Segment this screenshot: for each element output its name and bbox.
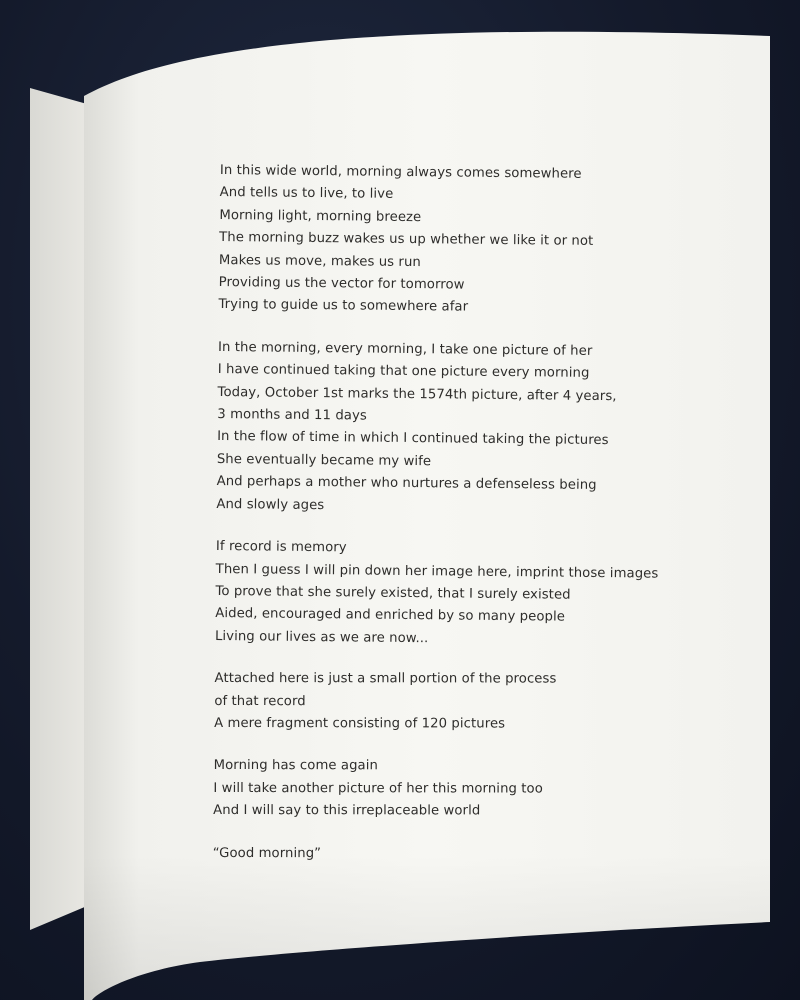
poem-line: Morning has come again (213, 758, 378, 774)
poem-text (212, 160, 660, 890)
poem-line: And slowly ages (216, 496, 325, 513)
poem-line: To prove that she surely existed, that I surely existed (215, 583, 571, 603)
poem-line: In the flow of time in which I continued taking the pictures (217, 429, 609, 449)
poem-line: A mere fragment consisting of 120 pictures (214, 715, 506, 732)
poem-line: I have continued taking that one picture every morning (217, 362, 590, 382)
stanza (214, 668, 655, 740)
poem-line: And I will say to this irreplaceable world (213, 803, 481, 819)
poem-line: The morning buzz wakes us up whether we like it or not (219, 230, 594, 250)
poem-line: I will take another picture of her this morning too (213, 780, 543, 797)
poem-line: Then I guess I will pin down her image here, imprint those images (215, 561, 659, 582)
poem-line: Today, October 1st marks the 1574th picture, after 4 years, (217, 384, 617, 404)
poem-line: She eventually became my wife (216, 451, 432, 470)
poem-line: Attached here is just a small portion of the process (214, 671, 557, 687)
stanza (214, 536, 659, 653)
poem-line: Living our lives as we are now... (214, 628, 429, 646)
poem-line: In this wide world, morning always comes somewhere (219, 162, 582, 182)
poem-line-closing: “Good morning” (212, 845, 322, 861)
poem-line: And tells us to live, to live (219, 185, 394, 203)
poem-line: If record is memory (215, 539, 347, 556)
poem-line: In the morning, every morning, I take one picture of her (217, 339, 593, 359)
stanza (213, 843, 653, 870)
poem-line: Trying to guide us to somewhere afar (218, 297, 469, 316)
poem-line: And perhaps a mother who nurtures a defenseless being (216, 474, 597, 494)
poem-line: of that record (214, 693, 306, 709)
poem-line: Makes us move, makes us run (218, 252, 421, 270)
stanza (216, 337, 658, 521)
poem-line: Aided, encouraged and enriched by so many people (215, 606, 566, 625)
stanza (218, 160, 660, 321)
stanza (213, 755, 654, 827)
poem-line: 3 months and 11 days (217, 407, 367, 424)
poem-line: Morning light, morning breeze (219, 207, 422, 225)
poem-line: Providing us the vector for tomorrow (218, 275, 465, 293)
